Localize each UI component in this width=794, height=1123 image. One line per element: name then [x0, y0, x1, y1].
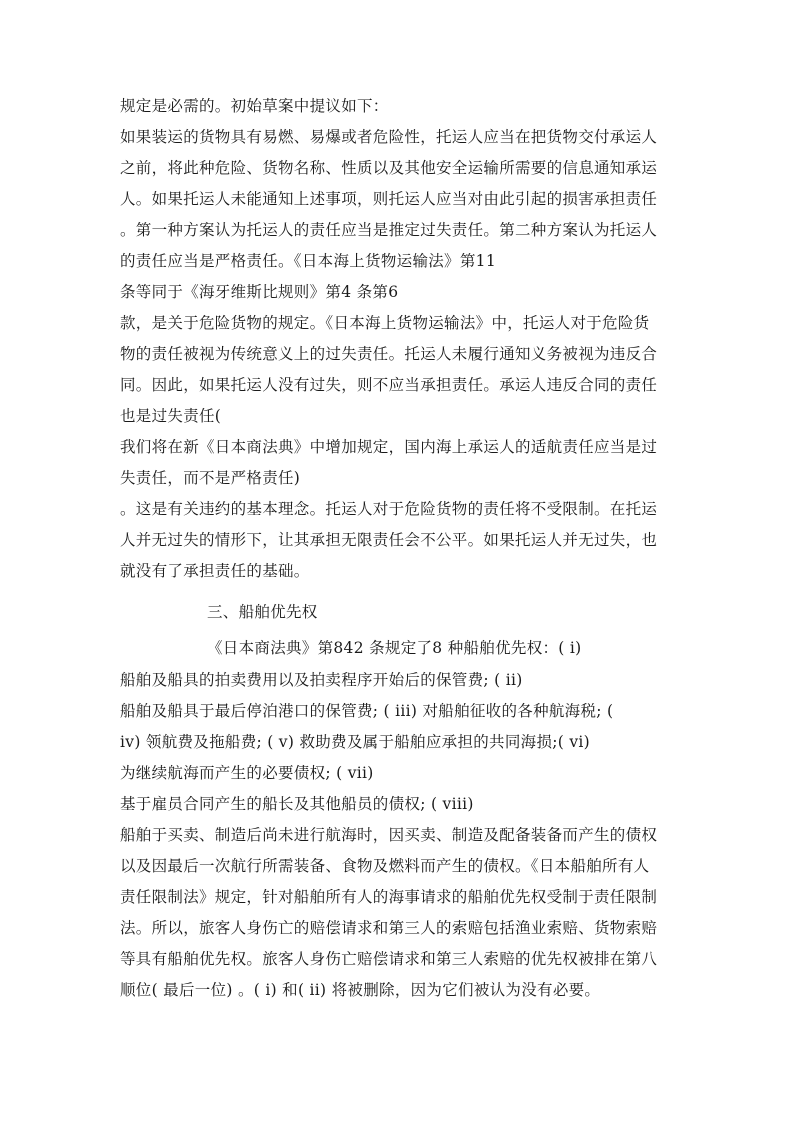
text-line: 物的责任被视为传统意义上的过失责任。托运人未履行通知义务被视为违反合 — [120, 345, 658, 363]
text-line: 如果装运的货物具有易燃、易爆或者危险性，托运人应当在把货物交付承运人 — [120, 128, 658, 146]
text-line: 基于雇员合同产生的船长及其他船员的债权; ( viii) — [120, 795, 474, 813]
text-line: 以及因最后一次航行所需装备、食物及燃料而产生的债权。《日本船舶所有人 — [120, 857, 650, 875]
section-heading: 三、船舶优先权 — [207, 603, 318, 621]
text-line: iv) 领航费及拖船费; ( v) 救助费及属于船舶应承担的共同海损;( vi) — [120, 733, 591, 751]
text-line: 船舶及船具的拍卖费用以及拍卖程序开始后的保管费; ( ii) — [120, 671, 523, 689]
text-line: 条等同于《海牙维斯比规则》第4 条第6 — [120, 283, 399, 301]
text-line: 的责任应当是严格责任。《日本海上货物运输法》第11 — [120, 252, 496, 270]
text-line: 《日本商法典》第842 条规定了8 种船舶优先权：( i) — [207, 639, 582, 657]
text-line: 人并无过失的情形下，让其承担无限责任会不公平。如果托运人并无过失，也 — [120, 531, 658, 549]
text-line: 就没有了承担责任的基础。 — [120, 562, 310, 580]
text-line: 人。如果托运人未能通知上述事项，则托运人应当对由此引起的损害承担责任 — [120, 190, 658, 208]
text-line: 失责任，而不是严格责任) — [120, 469, 301, 487]
text-line: 法。所以，旅客人身伤亡的赔偿请求和第三人的索赔包括渔业索赔、货物索赔 — [120, 919, 658, 937]
text-line: 我们将在新《日本商法典》中增加规定，国内海上承运人的适航责任应当是过 — [120, 438, 658, 456]
text-line: 。第一种方案认为托运人的责任应当是推定过失责任。第二种方案认为托运人 — [120, 221, 658, 239]
text-line: 规定是必需的。初始草案中提议如下： — [120, 97, 389, 115]
text-line: 款，是关于危险货物的规定。《日本海上货物运输法》中，托运人对于危险货 — [120, 314, 650, 332]
text-line: 船舶及船具于最后停泊港口的保管费; ( iii) 对船舶征收的各种航海税; ( — [120, 702, 614, 720]
text-line: 等具有船舶优先权。旅客人身伤亡赔偿请求和第三人索赔的优先权被排在第八 — [120, 950, 658, 968]
text-line: 之前，将此种危险、货物名称、性质以及其他安全运输所需要的信息通知承运 — [120, 159, 658, 177]
text-line: 责任限制法》规定，针对船舶所有人的海事请求的船舶优先权受制于责任限制 — [120, 888, 658, 906]
text-line: 也是过失责任( — [120, 407, 222, 425]
text-line: 同。因此，如果托运人没有过失，则不应当承担责任。承运人违反合同的责任 — [120, 376, 658, 394]
text-line: 。这是有关违约的基本理念。托运人对于危险货物的责任将不受限制。在托运 — [120, 500, 658, 518]
text-line: 船舶于买卖、制造后尚未进行航海时，因买卖、制造及配备装备而产生的债权 — [120, 826, 658, 844]
text-line: 顺位( 最后一位) 。( i) 和( ii) 将被删除，因为它们被认为没有必要。 — [120, 981, 601, 999]
text-line: 为继续航海而产生的必要债权; ( vii) — [120, 764, 374, 782]
